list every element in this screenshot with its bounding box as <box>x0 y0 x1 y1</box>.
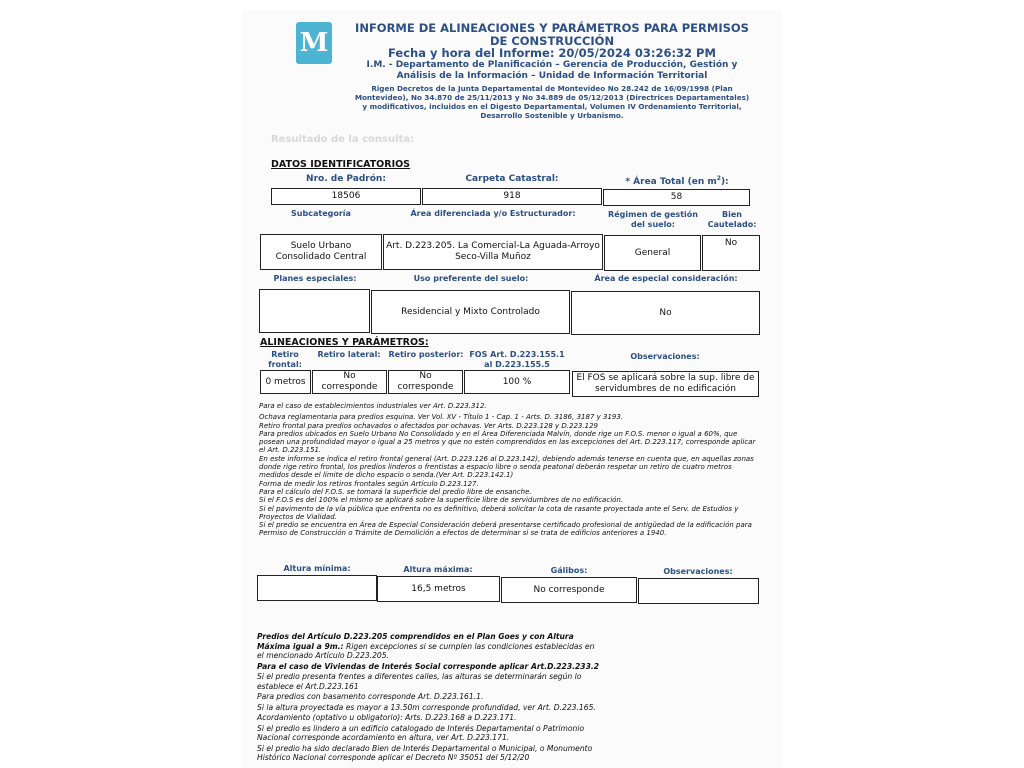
especial-consideracion-label: Área de especial consideración: <box>594 274 738 283</box>
galibos-value: No corresponde <box>501 577 637 603</box>
note-item: Si el pavimento de la vía pública que enfrenta no es definitivo, deberá solicitar la cota de rasante proyectada ante el Serv. de Estudios y Proyectos de Vialidad. <box>259 504 739 521</box>
planes-especiales-value <box>259 289 370 333</box>
uso-preferente-label: Uso preferente del suelo: <box>413 274 529 283</box>
bien-cautelado-label: Bien Cautelado: <box>707 210 757 229</box>
alturas-observaciones-label: Observaciones: <box>663 567 733 576</box>
carpeta-label: Carpeta Catastral: <box>465 174 559 184</box>
faint-query-result: Resultado de la consulta: <box>271 134 415 145</box>
report-title: INFORME DE ALINEACIONES Y PARÁMETROS PARA PERMISOS DE CONSTRUCCIÓN <box>355 21 749 48</box>
note-item: Para el caso de establecimientos industriales ver Art. D.223.312. <box>259 402 487 410</box>
datos-heading: DATOS IDENTIFICATORIOS <box>271 159 411 170</box>
note-item: Ochava reglamentaria para predios esquina. Ver Vol. XV - Título 1 - Cap. 1 - Arts. D. 3186, 3187 y 3193. <box>259 413 624 422</box>
bien-cautelado-value: No <box>702 235 760 271</box>
padron-label: Nro. de Padrón: <box>306 174 386 184</box>
note-item: Si el F.O.S es del 100% el mismo se aplicará sobre la superficie libre de servidumbres de no edificación. <box>259 496 624 505</box>
alturas-observaciones-value <box>638 578 759 604</box>
retiro-posterior-value: No corresponde <box>388 370 463 394</box>
alineaciones-heading: ALINEACIONES Y PARÁMETROS: <box>260 337 429 348</box>
report-datetime: Fecha y hora del Informe: 20/05/2024 03:26:32 PM <box>388 46 716 60</box>
bottom-notes <box>257 632 602 764</box>
decrees-info: Rigen Decretos de la Junta Departamental de Montevideo No 28.242 de 16/09/1998 (Plan Montevideo), No 34.870 de 25/11/2013 y No 34.889 de 05/12/2013 (Directrices Departamentales) y modificativos, incluidos en el Digesto Departamental, Volumen IV Ordenamiento Territorial, Desarrollo Sostenible y Urbanismo. <box>354 84 750 120</box>
fos-label: FOS Art. D.223.155.1 al D.223.155.5 <box>469 350 565 369</box>
retiro-frontal-value: 0 metros <box>260 370 311 394</box>
altura-maxima-value: 16,5 metros <box>377 576 500 602</box>
bottom-line: Si el predio ha sido declarado Bien de Interés Departamental o Municipal, o Monumento Histórico Nacional corresponde aplicar el Decreto Nº 35051 del 5/12/20 <box>257 743 593 762</box>
note-item: Forma de medir los retiros frontales según Artículo D.223.127. <box>259 479 479 488</box>
padron-value: 18506 <box>271 188 421 205</box>
retiro-lateral-value: No corresponde <box>312 370 387 394</box>
subcategoria-label: Subcategoría <box>291 209 351 218</box>
area-label: * Área Total (en $m^2$): <box>625 175 729 187</box>
notes-block <box>259 402 759 538</box>
galibos-label: Gálibos: <box>550 566 588 575</box>
retiro-posterior-label: Retiro posterior: <box>388 350 464 359</box>
planes-especiales-label: Planes especiales: <box>273 274 357 283</box>
especial-consideracion-value: No <box>571 291 760 335</box>
observaciones-value: El FOS se aplicará sobre la sup. libre de servidumbres de no edificación <box>572 371 759 397</box>
bottom-line: Para predios con basamento corresponde Art. D.223.161.1. <box>257 692 484 701</box>
subcategoria-value: Suelo Urbano Consolidado Central <box>260 234 382 270</box>
area-value: 58 <box>603 189 750 206</box>
note-item: Para predios ubicados en Suelo Urbano No Consolidado y en el Área Diferenciada Malvín, donde rige un F.O.S. menor o igual a 60%, que posean una profundidad mayor o igual a 25 metros y que no estén comprendidos en las excepciones del Art. D.223.117, corresponde aplicar el Art. D.223.151. <box>259 429 756 455</box>
altura-minima-value <box>257 575 377 601</box>
montevideo-logo-icon: M <box>296 22 332 64</box>
bottom-line: Si el predio es lindero a un edificio catalogado de Interés Departamental o Patrimonio Nacional corresponde acordamiento en altura, ver Art. D.223.171. <box>257 723 585 742</box>
retiro-frontal-label: Retiro frontal: <box>268 350 302 369</box>
carpeta-value: 918 <box>422 188 602 205</box>
bottom-line: Si la altura proyectada es mayor a 13.50m corresponde profundidad, ver Art. D.223.165. <box>257 702 596 712</box>
bottom-line: Predios del Artículo D.223.205 comprendidos en el Plan Goes y con Altura Máxima igual a 9m.: Rigen excepciones si se cumplen las condiciones establecidas en el mencionado Artículo D.223.205. <box>257 632 595 660</box>
note-item: En este informe se indica el retiro frontal general (Art. D.223.126 al D.223.142), debiendo además tenerse en cuenta que, en aquellas zonas donde rige retiro frontal, los predios linderos o frentistas a espacio libre o senda peatonal deberán respetar un retiro de cuatro metros medidos desde el límite de dicho espacio o senda.(Ver Art. D.223.142.1) <box>259 454 754 480</box>
observaciones-label: Observaciones: <box>630 352 700 361</box>
bottom-line: Acordamiento (optativo u obligatorio): Arts. D.223.168 a D.223.171. <box>257 713 517 722</box>
note-item: Si el predio se encuentra en Área de Especial Consideración deberá presentarse certificado profesional de antigüedad de la edificación para Permiso de Construcción o Trámite de Demolición a efectos de determinar si se trata de edificios anteriores a 1940. <box>259 521 752 538</box>
bottom-line: Para el caso de Viviendas de Interés Social corresponde aplicar Art.D.223.233.2 <box>257 661 600 671</box>
department-info: I.M. - Departamento de Planificación – Gerencia de Producción, Gestión y Análisis de la Información – Unidad de Información Territorial <box>366 60 738 81</box>
altura-maxima-label: Altura máxima: <box>403 565 473 574</box>
retiro-lateral-label: Retiro lateral: <box>317 350 381 359</box>
uso-preferente-value: Residencial y Mixto Controlado <box>371 290 570 334</box>
altura-minima-label: Altura mínima: <box>283 564 351 573</box>
fos-value: 100 % <box>464 370 570 394</box>
regimen-label: Régimen de gestión del suelo: <box>608 210 698 229</box>
area-diferenciada-value: Art. D.223.205. La Comercial-La Aguada-Arroyo Seco-Villa Muñoz <box>383 234 603 270</box>
regimen-value: General <box>604 235 701 271</box>
bottom-line: Si el predio presenta frentes a diferentes calles, las alturas se determinarán según lo establece el Art.D.223.161 <box>257 672 582 691</box>
note-item: Para el cálculo del F.O.S. se tomará la superficie del predio libre de ensanche. <box>259 487 532 496</box>
area-diferenciada-label: Área diferenciada y/o Estructurador: <box>410 209 576 218</box>
note-item: Retiro frontal para predios ochavados o afectados por ochavas. Ver Arts. D.223.128 y D.223.129 <box>259 421 598 430</box>
